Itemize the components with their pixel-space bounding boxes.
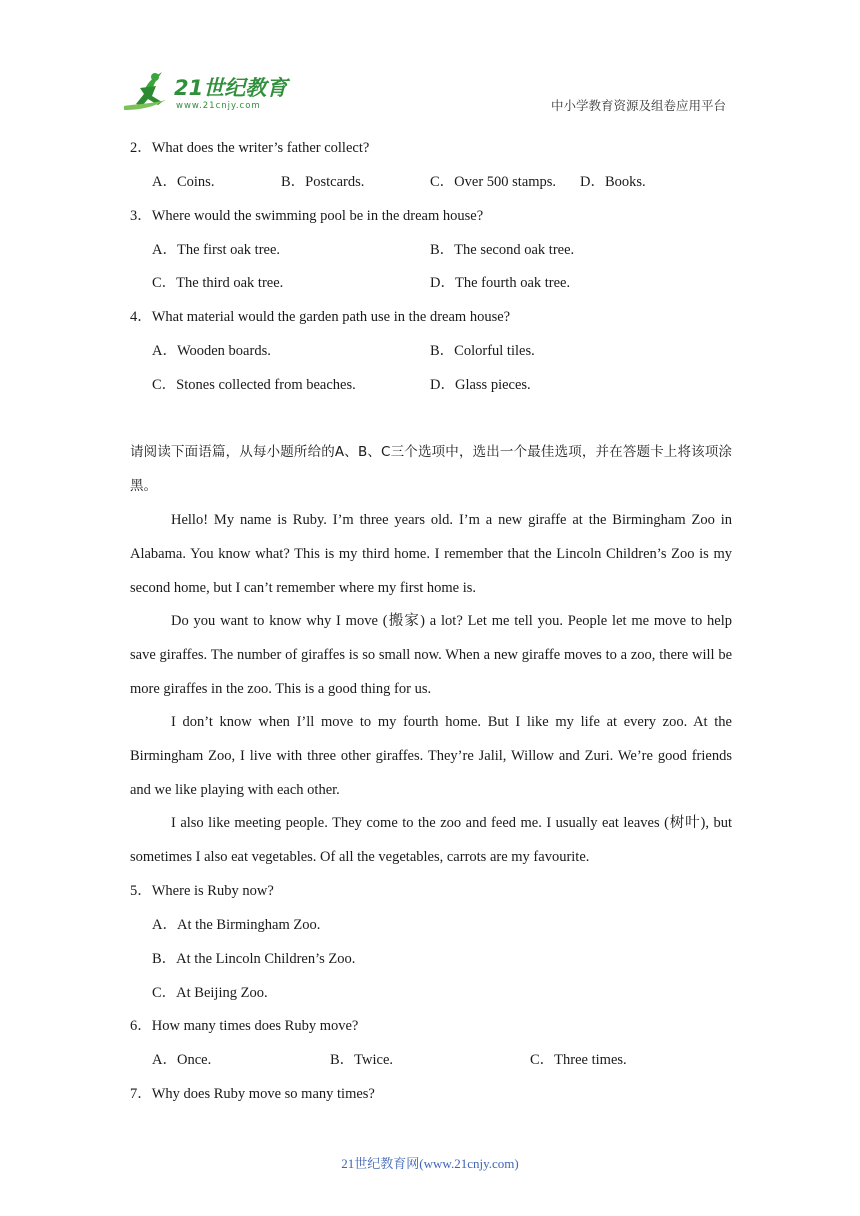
passage-paragraph-4: I also like meeting people. They come to the zoo and feed me. I usually eat leaves (树叶), but sometimes I also eat vegetables. Of all the vegetables, carrots are my favourite. [130, 815, 732, 865]
question-number: 2． [130, 140, 152, 156]
question-stem: Why does Ruby move so many times? [151, 1086, 375, 1102]
option-4a: A．Wooden boards. [152, 343, 271, 359]
passage-paragraph-3: I don’t know when I’ll move to my fourth home. But I like my life at every zoo. At the Birmingham Zoo, I live with three other giraffes. They’re Jalil, Willow and Zuri. We’re good friends and we like playing with each other. [130, 714, 732, 798]
option-6a: A．Once. [152, 1052, 212, 1068]
footer-link[interactable]: 21世纪教育网(www.21cnjy.com) [341, 1156, 519, 1171]
option-5c: C．At Beijing Zoo. [152, 985, 268, 1001]
option-2c: C．Over 500 stamps. [430, 174, 557, 190]
option-6b: B．Twice. [330, 1052, 394, 1068]
question-3 [130, 206, 483, 226]
option-2a: A．Coins. [152, 174, 215, 190]
question-number: 7． [130, 1086, 152, 1102]
option-2b: B．Postcards. [281, 174, 365, 190]
option-3b: B．The second oak tree. [430, 242, 575, 258]
option-6c: C．Three times. [530, 1052, 627, 1068]
question-number: 4． [130, 309, 152, 325]
logo-url: www.21cnjy.com [176, 101, 261, 111]
question-stem: Where is Ruby now? [151, 883, 274, 899]
option-4c: C．Stones collected from beaches. [152, 377, 356, 393]
option-3a: A．The first oak tree. [152, 242, 281, 258]
site-logo [122, 70, 292, 115]
logo-text: 21世纪教育 [174, 76, 288, 100]
question-stem: What does the writer’s father collect? [151, 140, 370, 156]
passage-paragraph-2: Do you want to know why I move (搬家) a lot? Let me tell you. People let me move to help save giraffes. The number of giraffes is so small now. When a new giraffe moves to a zoo, there will be more giraffes in the zoo. This is a good thing for us. [130, 613, 732, 697]
question-2 [130, 138, 369, 158]
question-6 [130, 1016, 358, 1036]
instruction: 请阅读下面语篇，从每小题所给的A、B、C三个选项中，选出一个最佳选项，并在答题卡上将该项涂黑。 [130, 444, 732, 494]
question-stem: What material would the garden path use in the dream house? [151, 309, 511, 325]
option-3d: D．The fourth oak tree. [430, 275, 571, 291]
option-4d: D．Glass pieces. [430, 377, 531, 393]
option-2d: D．Books. [580, 174, 646, 190]
question-stem: Where would the swimming pool be in the dream house? [151, 208, 484, 224]
question-7 [130, 1084, 375, 1104]
question-5 [130, 881, 274, 901]
question-number: 3． [130, 208, 152, 224]
question-number: 5． [130, 883, 152, 899]
option-5b: B．At the Lincoln Children’s Zoo. [152, 951, 356, 967]
question-4 [130, 307, 510, 327]
passage-paragraph-1: Hello! My name is Ruby. I’m three years old. I’m a new giraffe at the Birmingham Zoo in Alabama. You know what? This is my third home. I remember that the Lincoln Children’s Zoo is my second home, but I can’t remember where my first home is. [130, 512, 732, 596]
option-3c: C．The third oak tree. [152, 275, 284, 291]
question-number: 6． [130, 1018, 152, 1034]
platform-name: 中小学教育资源及组卷应用平台 [551, 98, 727, 113]
option-4b: B．Colorful tiles. [430, 343, 535, 359]
option-5a: A．At the Birmingham Zoo. [152, 917, 321, 933]
question-stem: How many times does Ruby move? [151, 1018, 359, 1034]
